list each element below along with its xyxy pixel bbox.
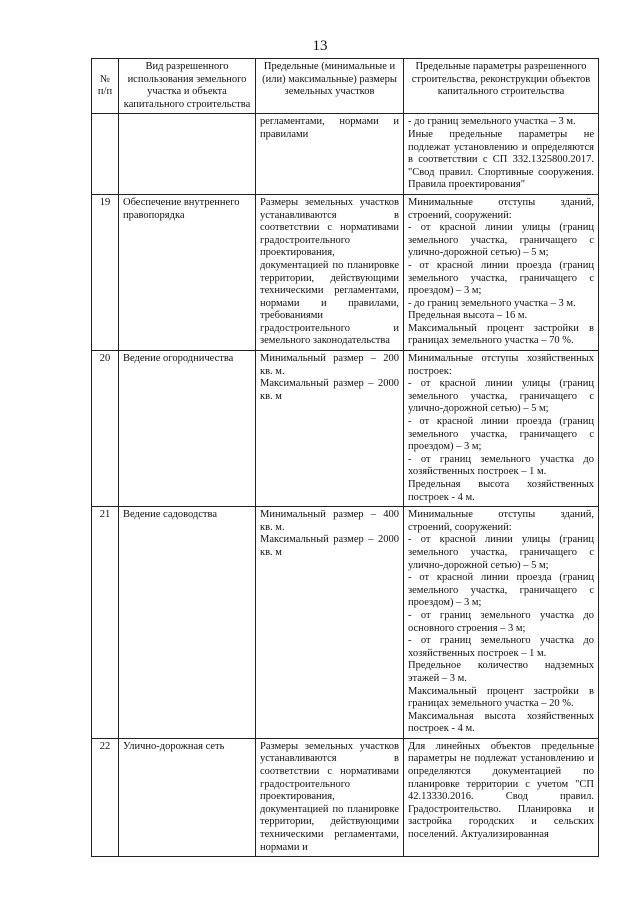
param-paragraph: Минимальные отступы зданий, строений, сооружений: (408, 509, 594, 533)
size-paragraph: Максимальный размер – 2000 кв. м (260, 534, 399, 558)
row-plot-size (256, 114, 404, 195)
param-paragraph: Предельная высота хозяйственных построек - 4 м. (408, 479, 594, 503)
table-row (92, 351, 599, 507)
param-paragraph: Для линейных объектов предельные параметры не подлежат установлению и определяются документацией по планировке территории с учетом "СП 42.13330.2016. Свод правил. Градостроительство. Планировка и застройка городских и сельских поселений. Актуализированная (408, 740, 594, 841)
row-build-params (404, 738, 599, 856)
param-paragraph: Максимальный процент застройки в границах земельного участка – 70 %. (408, 322, 594, 347)
param-paragraph: - от красной линии проезда (границ земельного участка, граничащего с проездом) – 3 м; (408, 416, 594, 453)
header-num: № п/п (92, 59, 119, 114)
regulations-table (91, 58, 599, 857)
row-plot-size (256, 507, 404, 739)
row-build-params (404, 194, 599, 350)
param-paragraph: - от красной линии проезда (границ земельного участка, граничащего с проездом) – 3 м; (408, 259, 594, 297)
row-build-params (404, 351, 599, 507)
size-paragraph: регламентами, нормами и правилами (260, 116, 399, 140)
row-number: 19 (92, 194, 119, 350)
row-use-type: Ведение огородничества (119, 351, 256, 507)
page-number: 13 (312, 38, 328, 54)
row-plot-size (256, 194, 404, 350)
row-build-params (404, 507, 599, 739)
param-paragraph: - от границ земельного участка до основного строения – 3 м; (408, 609, 594, 634)
param-paragraph: Минимальные отступы зданий, строений, сооружений: (408, 196, 594, 221)
param-paragraph: - от красной линии проезда (границ земельного участка, граничащего с проездом) – 3 м; (408, 572, 594, 609)
param-paragraph: - от границ земельного участка до хозяйственных построек – 1 м. (408, 453, 594, 478)
header-use-type: Вид разрешенного использования земельного участка и объекта капитального строительства (119, 59, 256, 114)
row-use-type: Ведение садоводства (119, 507, 256, 739)
row-plot-size (256, 738, 404, 856)
param-paragraph: Предельное количество надземных этажей – 3 м. (408, 660, 594, 684)
size-paragraph: Минимальный размер – 400 кв. м. (260, 509, 399, 533)
header-build-params: Предельные параметры разрешенного строительства, реконструкции объектов капитального строительства (404, 59, 599, 114)
row-use-type: Обеспечение внутреннего правопорядка (119, 194, 256, 350)
row-plot-size (256, 351, 404, 507)
param-paragraph: Иные предельные параметры не подлежат установлению и определяются в соответствии с СП 332.1325800.2017. "Свод правил. Спортивные сооружения. Правила проектирования" (408, 128, 594, 191)
size-paragraph: Минимальный размер – 200 кв. м. (260, 353, 399, 377)
table-row (92, 507, 599, 739)
table-row (92, 114, 599, 195)
param-paragraph: Предельная высота – 16 м. (408, 310, 528, 322)
header-plot-size: Предельные (минимальные и (или) максимальные) размеры земельных участков (256, 59, 404, 114)
size-paragraph: Максимальный размер – 2000 кв. м (260, 378, 399, 402)
size-paragraph: Размеры земельных участков устанавливаются в соответствии с нормативами градостроительного проектирования, документацией по планировке территории, действующими техническими регламентами, нормами и правилами, требованиями градостроительного и земельного законодательства (260, 196, 399, 347)
table-row (92, 738, 599, 856)
row-number (92, 114, 119, 195)
param-paragraph: - до границ земельного участка – 3 м. (408, 297, 576, 309)
row-use-type (119, 114, 256, 195)
param-paragraph: Минимальные отступы хозяйственных построек: (408, 353, 594, 377)
table-row (92, 194, 599, 350)
table-header-row (92, 59, 599, 114)
param-paragraph: Максимальная высота хозяйственных построек - 4 м. (408, 710, 594, 735)
row-build-params (404, 114, 599, 195)
param-paragraph: - от красной линии улицы (границ земельного участка, граничащего с улично-дорожной сетью) – 5 м; (408, 534, 594, 571)
param-paragraph: - от красной линии улицы (границ земельного участка, граничащего с улично-дорожной сетью) – 5 м; (408, 378, 594, 415)
row-use-type: Улично-дорожная сеть (119, 738, 256, 856)
row-number: 22 (92, 738, 119, 856)
param-paragraph: - до границ земельного участка – 3 м. (408, 116, 576, 128)
param-paragraph: - от красной линии улицы (границ земельного участка, граничащего с улично-дорожной сетью) – 5 м; (408, 222, 594, 259)
param-paragraph: Максимальный процент застройки в границах земельного участка – 20 %. (408, 685, 594, 710)
row-number: 21 (92, 507, 119, 739)
param-paragraph: - от границ земельного участка до хозяйственных построек – 1 м. (408, 635, 594, 659)
size-paragraph: Размеры земельных участков устанавливаются в соответствии с нормативами градостроительного проектирования, документацией по планировке территории, действующими техническими регламентами, нормами и (260, 740, 399, 853)
row-number: 20 (92, 351, 119, 507)
